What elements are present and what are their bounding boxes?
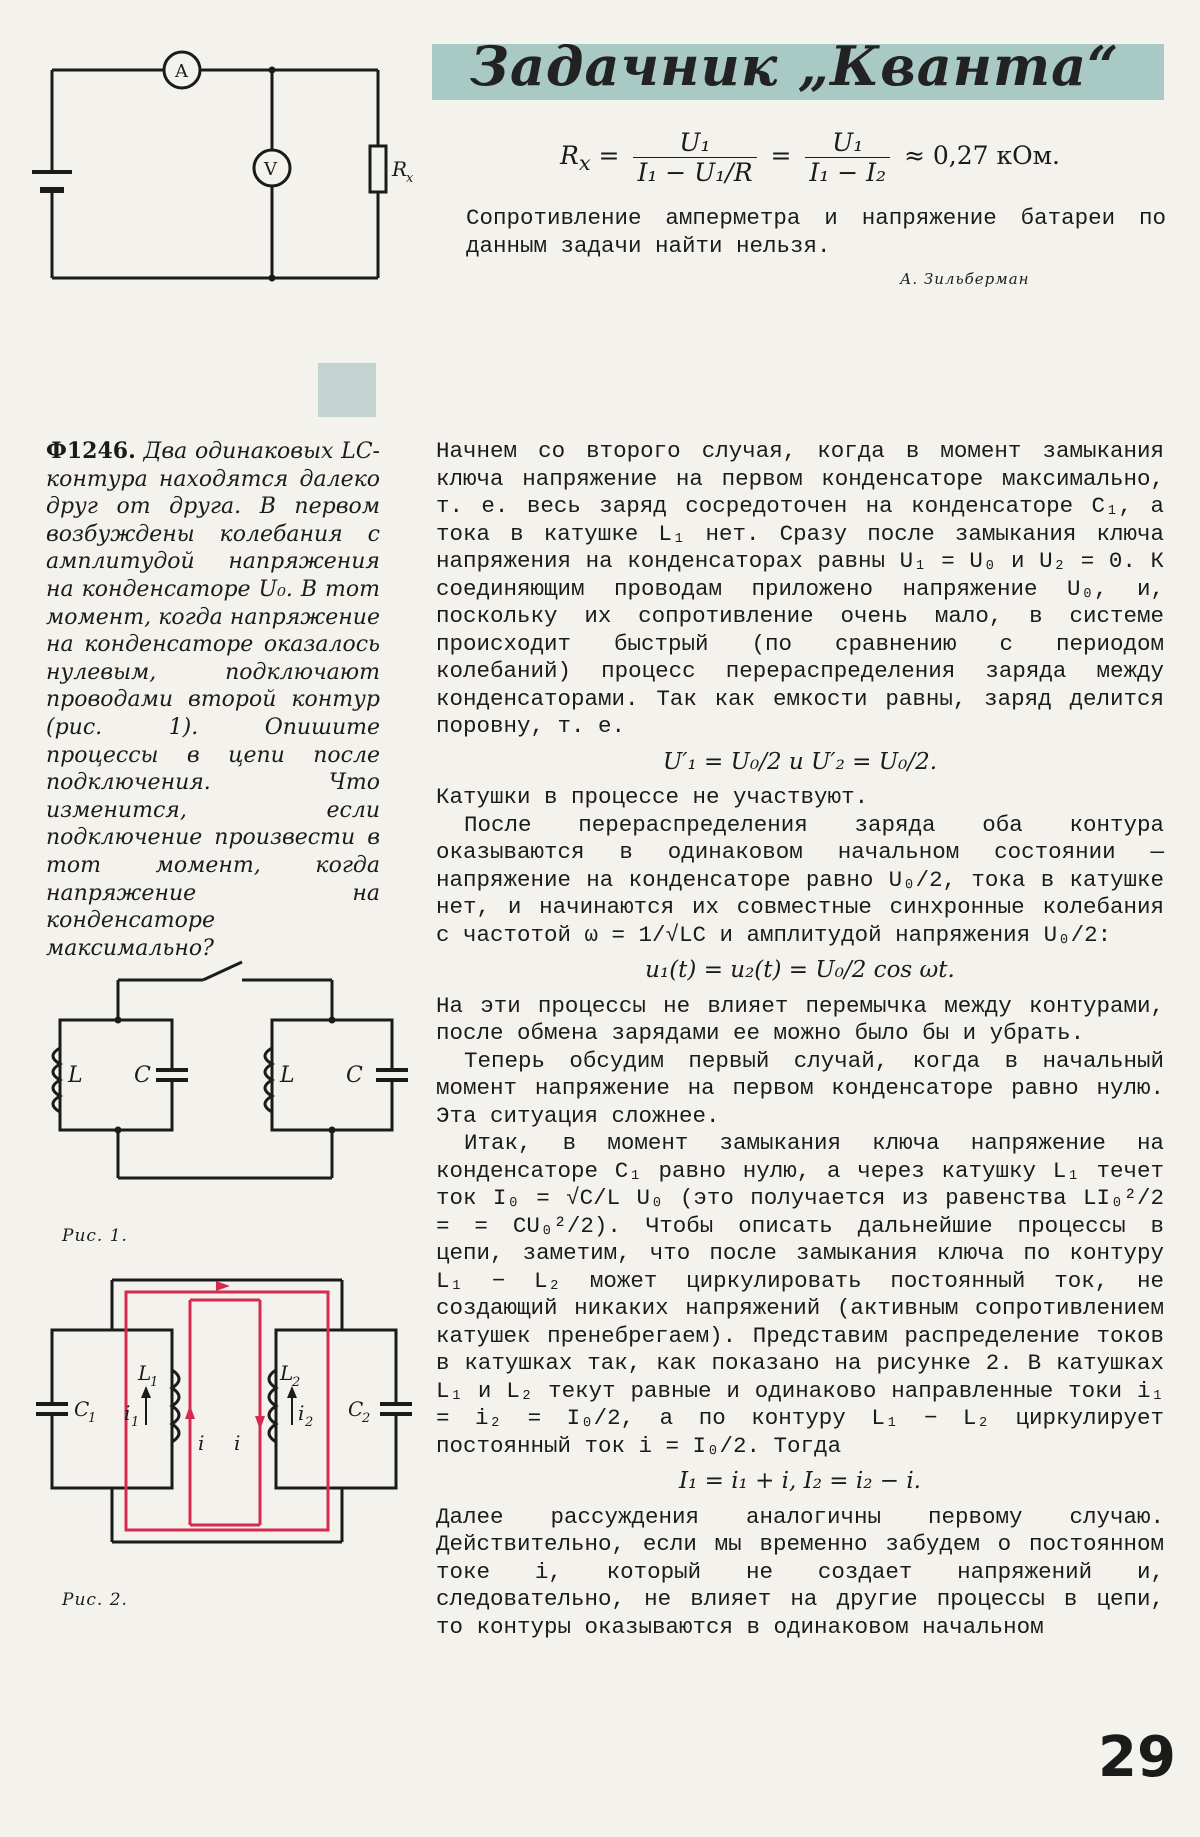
fig2-l2-label: L <box>280 1361 294 1385</box>
intro-text: Сопротивление амперметра и напряжение батареи по данным задачи найти нельзя. <box>466 205 1166 259</box>
figure-2-current-distribution <box>30 1270 420 1560</box>
page-number: 29 <box>1098 1725 1176 1790</box>
arrow-down-icon <box>255 1416 265 1430</box>
fig1-caption: Рис. 1. <box>62 1226 128 1246</box>
decorative-swatch <box>318 363 376 417</box>
fig2-l1-label: L <box>138 1361 152 1385</box>
formula-approx: ≈ 0,27 кОм. <box>903 141 1060 170</box>
fig2-i1-sub: 1 <box>131 1415 140 1430</box>
problem-text: Два одинаковых LC-контура находятся далеко друг от друга. В первом возбуждены колебания с амплитудой напряжения на конденсаторе U₀. В тот момент, когда напряжение на конденсаторе оказалось нулевым, подключают проводами второй контур (рис. 1). Опишите процессы в цепи после подключения. Что изменится, если подключение произвести в тот момент, когда напряжение на конденсаторе максимально? <box>46 439 380 961</box>
problem-number: Ф1246. <box>46 438 136 464</box>
junction-dot <box>269 67 276 74</box>
paragraph: После перераспределения заряда оба контура оказываются в одинаковом начальном состоянии — напряжение на конденсаторе равно U₀/2, тока в катушке нет, и начинаются их совместные синхронные колебания с частотой ω = 1/√LC и амплитудой напряжения U₀/2: <box>436 811 1164 948</box>
fig2-l1-sub: 1 <box>150 1375 159 1390</box>
paragraph: Далее рассуждения аналогичны первому случаю. Действительно, если мы временно забудем о постоянном токе i, который не создает напряжений и, следовательно, не влияет на другие процессы в цепи, то контуры оказываются в одинаковом начальном <box>436 1503 1164 1640</box>
resistor-label: R <box>392 157 408 181</box>
equation: I₁ = i₁ + i, I₂ = i₂ − i. <box>679 1468 921 1494</box>
current-loop-inner-path <box>190 1300 260 1525</box>
formula-den2: I₁ − I₂ <box>809 158 887 187</box>
fig2-c2-label: C <box>348 1397 364 1421</box>
formula-eq1: = <box>598 141 620 170</box>
fig2-i2-sub: 2 <box>305 1415 314 1430</box>
ammeter-label: A <box>175 61 188 82</box>
fig1-c-left: C <box>134 1063 151 1088</box>
equation: U′₁ = U₀/2 и U′₂ = U₀/2. <box>662 748 938 775</box>
junction-dot <box>269 275 276 282</box>
fig1-l-left: L <box>68 1063 83 1088</box>
formula-lhs: R <box>560 141 579 170</box>
formula-num1: U₁ <box>679 128 711 157</box>
fig1-l-right: L <box>280 1063 295 1088</box>
formula-fraction-2 <box>805 128 890 187</box>
author: А. Зильберман <box>900 270 1030 288</box>
paragraph: Начнем со второго случая, когда в момент замыкания ключа напряжение на первом конденсаторе максимально, т. е. весь заряд сосредоточен на конденсаторе C₁, а тока в катушке L₁ нет. Сразу после замыкания ключа напряжения на конденсаторах равны U₁ = U₀ и U₂ = 0. К соединяющим проводам приложено напряжение U₀, и, поскольку их сопротивление очень мало, в системе происходит быстрый (по сравнению с периодом колебаний) процесс перераспределения заряда между конденсаторами. Так как емкости равны, заряд делится поровну, т. е. <box>436 438 1164 739</box>
formula-den1: I₁ − U₁/R <box>637 158 753 187</box>
solution-text <box>436 438 1164 1641</box>
figure-1-lc-circuits <box>40 930 410 1200</box>
fig2-c2-sub: 2 <box>362 1411 371 1426</box>
fig2-caption: Рис. 2. <box>62 1590 128 1610</box>
fig2-c1-sub: 1 <box>88 1411 97 1426</box>
header-title: Задачник „Кванта“ <box>470 34 1120 98</box>
formula-lhs-sub: x <box>578 151 591 175</box>
paragraph: Катушки в процессе не участвуют. <box>436 784 869 810</box>
equation: u₁(t) = u₂(t) = U₀/2 cos ωt. <box>645 957 955 983</box>
circuit-ammeter-voltmeter <box>30 30 430 290</box>
paragraph: Итак, в момент замыкания ключа напряжение на конденсаторе C₁ равно нулю, а через катушку L₁ течет ток I₀ = √C/L U₀ (это получается из равенства LI₀²/2 = = CU₀²/2). Чтобы описать дальнейшие процессы в цепи, заметим, что после замыкания ключа по контуру L₁ − L₂ может циркулировать постоянный ток, не создающий никаких напряжений (активным сопротивлением катушек пренебрегаем). Представим распределение токов в катушках так, как показано на рисунке 2. В катушках L₁ и L₂ текут равные и одинаково направленные токи i₁ = i₂ = I₀/2, а по контуру L₁ − L₂ циркулирует постоянный ток i = I₀/2. Тогда <box>436 1130 1164 1459</box>
formula-num2: U₁ <box>832 128 864 157</box>
fig2-i1-label: i <box>124 1401 131 1425</box>
arrow-up-icon <box>185 1405 195 1419</box>
resistor-label-sub: x <box>406 171 414 186</box>
fig1-c-right: C <box>346 1063 363 1088</box>
paragraph: Теперь обсудим первый случай, когда в начальный момент напряжение на первом конденсаторе равно нулю. Эта ситуация сложнее. <box>436 1047 1164 1129</box>
voltmeter-label: V <box>264 159 277 180</box>
arrow-icon <box>216 1281 230 1291</box>
fig2-i-right: i <box>234 1431 241 1455</box>
fig2-i-left: i <box>198 1431 205 1455</box>
problem-statement <box>46 438 380 962</box>
formula-fraction-1 <box>633 128 756 187</box>
paragraph: На эти процессы не влияет перемычка между контурами, после обмена зарядами ее можно было бы и убрать. <box>436 992 1164 1046</box>
fig2-c1-label: C <box>74 1397 90 1421</box>
fig2-i2-label: i <box>298 1401 305 1425</box>
resistance-formula <box>560 128 1060 187</box>
fig2-l2-sub: 2 <box>292 1375 301 1390</box>
formula-eq2: = <box>770 141 792 170</box>
